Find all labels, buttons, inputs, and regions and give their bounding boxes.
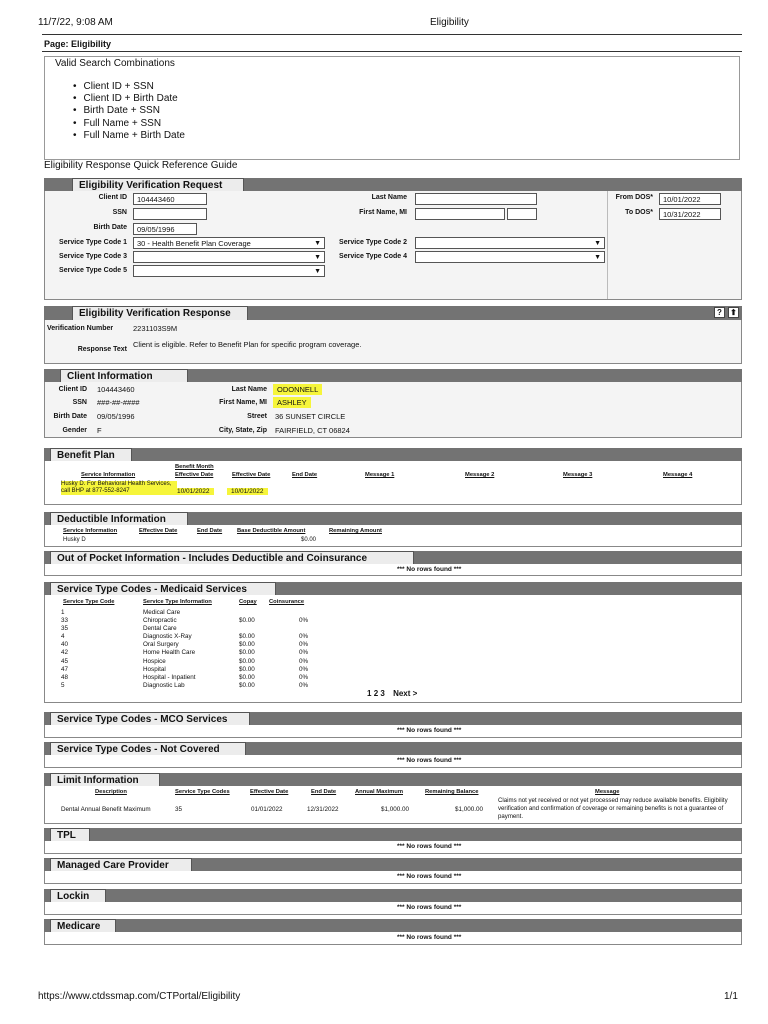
limit-remaining: $1,000.00 xyxy=(455,806,484,813)
stc5-label: Service Type Code 5 xyxy=(59,267,127,274)
mco-panel xyxy=(44,725,742,738)
to-dos-label: To DOS* xyxy=(625,209,653,216)
stc1-select[interactable]: 30 - Health Benefit Plan Coverage ▼ xyxy=(133,237,325,249)
limit-message: Claims not yet received or not yet processed may reduce available benefits. Eligibility verification and confirmation of coverage or remaining benefits is not a guarantee of payment. xyxy=(498,797,728,820)
mcp-panel xyxy=(44,871,742,884)
col-header: Remaining Amount xyxy=(329,528,382,534)
page-link[interactable]: 1 xyxy=(367,689,372,698)
table-cell: $0.00 xyxy=(239,617,255,625)
col-header: Message 4 xyxy=(663,472,693,478)
divider xyxy=(607,191,608,299)
verification-number: 2231103S9M xyxy=(133,324,178,333)
birth-date: 09/05/1996 xyxy=(97,412,135,421)
col-header: Service Information xyxy=(81,472,136,478)
table-cell: 47 xyxy=(61,665,69,673)
birth-date-label: Birth Date xyxy=(53,413,87,420)
no-rows: *** No rows found *** xyxy=(397,727,462,734)
deductible-title: Deductible Information xyxy=(50,512,188,525)
table-cell: 35 xyxy=(61,625,69,633)
benefit-title: Benefit Plan xyxy=(50,448,132,461)
list-item: • Full Name + Birth Date xyxy=(73,130,185,142)
medicare-header xyxy=(44,919,742,932)
mco-title: Service Type Codes - MCO Services xyxy=(50,712,250,725)
deductible-base: $0.00 xyxy=(301,537,317,543)
divider xyxy=(42,34,742,35)
mcp-title: Managed Care Provider xyxy=(50,858,192,871)
table-cell xyxy=(239,625,279,633)
last-name-label: Last Name xyxy=(231,386,267,393)
col-header: End Date xyxy=(292,472,318,478)
response-text-label: Response Text xyxy=(77,346,127,353)
col-header: Service Type Code xyxy=(63,599,115,605)
col-header: Benefit Month Effective Date xyxy=(175,464,214,478)
table-cell: 0% xyxy=(299,657,309,665)
code-column xyxy=(61,609,121,690)
search-combinations-legend: Valid Search Combinations xyxy=(52,58,178,69)
verification-number-label: Verification Number xyxy=(47,325,114,332)
stc3-select[interactable] xyxy=(133,251,325,263)
first-name-label: First Name, MI xyxy=(359,209,407,216)
col-header: Description xyxy=(95,789,127,795)
col-header: Effective Date xyxy=(250,789,289,795)
print-datetime: 11/7/22, 9:08 AM xyxy=(38,17,113,28)
limit-stc: 35 xyxy=(175,806,183,813)
client-id-label: Client ID xyxy=(98,194,127,201)
footer-page: 1/1 xyxy=(724,991,738,1002)
ssn-input[interactable] xyxy=(133,208,207,220)
no-rows: *** No rows found *** xyxy=(397,843,462,850)
benefit-panel xyxy=(44,461,742,505)
medicaid-title: Service Type Codes - Medicaid Services xyxy=(50,582,276,595)
table-cell: 48 xyxy=(61,673,69,681)
response-title: Eligibility Verification Response xyxy=(72,306,248,320)
table-cell xyxy=(239,609,279,617)
medicare-panel xyxy=(44,932,742,945)
stc5-select[interactable] xyxy=(133,265,325,277)
col-header: Message 1 xyxy=(365,472,395,478)
last-name-input[interactable] xyxy=(415,193,537,205)
col-header: Effective Date xyxy=(139,528,178,534)
table-cell: 0% xyxy=(299,665,309,673)
city-label: City, State, Zip xyxy=(218,427,267,434)
table-cell: 4 xyxy=(61,633,65,641)
deductible-service: Husky D xyxy=(63,537,86,543)
gender: F xyxy=(97,426,102,435)
table-cell: $0.00 xyxy=(239,657,255,665)
oop-header xyxy=(44,551,742,564)
search-combinations-list xyxy=(73,81,185,142)
col-header: End Date xyxy=(311,789,337,795)
table-cell: Hospital xyxy=(143,665,166,673)
stc4-label: Service Type Code 4 xyxy=(339,253,407,260)
to-dos-input[interactable]: 10/31/2022 xyxy=(659,208,721,220)
client-panel xyxy=(44,382,742,438)
table-cell xyxy=(299,625,329,633)
table-cell: 0% xyxy=(299,641,309,649)
no-rows: *** No rows found *** xyxy=(397,934,462,941)
deductible-panel xyxy=(44,525,742,547)
table-cell: 1 xyxy=(61,609,65,616)
last-name: ODONNELL xyxy=(273,384,322,395)
response-panel xyxy=(44,320,742,364)
stc2-select[interactable] xyxy=(415,237,605,249)
table-cell: 0% xyxy=(299,617,309,625)
col-header: Effective Date xyxy=(232,472,271,478)
notcovered-header xyxy=(44,742,742,755)
table-cell: Chiropractic xyxy=(143,617,177,625)
first-name-input[interactable] xyxy=(415,208,505,220)
oop-title: Out of Pocket Information - Includes Deductible and Coinsurance xyxy=(50,551,414,564)
city: FAIRFIELD, CT 06824 xyxy=(275,426,350,435)
table-cell: Home Health Care xyxy=(143,649,196,657)
col-header: Annual Maximum xyxy=(355,789,403,795)
search-combinations-box xyxy=(44,56,740,160)
stc4-select[interactable] xyxy=(415,251,605,263)
mco-header xyxy=(44,712,742,725)
page-label: Page: Eligibility xyxy=(44,39,112,49)
table-cell: 0% xyxy=(299,649,309,657)
table-cell: 40 xyxy=(61,641,69,649)
lockin-panel xyxy=(44,902,742,915)
table-cell: 45 xyxy=(61,657,69,665)
oop-panel xyxy=(44,564,742,576)
street: 36 SUNSET CIRCLE xyxy=(275,412,346,421)
request-header xyxy=(44,178,742,191)
table-cell: $0.00 xyxy=(239,641,255,649)
col-header: End Date xyxy=(197,528,223,534)
limit-description: Dental Annual Benefit Maximum xyxy=(61,806,151,813)
col-header: Service Information xyxy=(63,528,118,534)
info-column xyxy=(143,609,243,690)
page-link[interactable]: 2 xyxy=(373,689,379,698)
ssn-label: SSN xyxy=(112,209,127,216)
col-header: Copay xyxy=(239,599,257,605)
table-cell: 33 xyxy=(61,617,69,625)
help-icon[interactable]: ? xyxy=(714,307,725,318)
table-cell: Oral Surgery xyxy=(143,641,179,649)
col-header: Message 2 xyxy=(465,472,495,478)
ssn: ###-##-#### xyxy=(97,398,140,407)
table-cell: $0.00 xyxy=(239,649,255,657)
request-title: Eligibility Verification Request xyxy=(72,178,244,191)
street-label: Street xyxy=(247,413,267,420)
copay-column xyxy=(239,609,279,690)
page-link[interactable]: 3 xyxy=(380,689,385,698)
table-cell: Dental Care xyxy=(143,625,177,633)
table-cell: $0.00 xyxy=(239,633,255,641)
benefit-month-effective: 10/01/2022 xyxy=(173,488,214,495)
limit-end: 12/31/2022 xyxy=(307,806,339,813)
client-header xyxy=(44,369,742,382)
next-page-link[interactable]: Next > xyxy=(393,689,418,698)
table-cell: 0% xyxy=(299,633,309,641)
list-item: • Birth Date + SSN xyxy=(73,105,185,117)
from-dos-label: From DOS* xyxy=(615,194,653,201)
deductible-header xyxy=(44,512,742,525)
print-title: Eligibility xyxy=(430,17,469,28)
col-header: Service Type Codes xyxy=(175,789,230,795)
from-dos-input[interactable]: 10/01/2022 xyxy=(659,193,721,205)
footer-url: https://www.ctdssmap.com/CTPortal/Eligibility xyxy=(38,991,241,1002)
ssn-label: SSN xyxy=(72,399,87,406)
medicare-title: Medicare xyxy=(50,919,116,932)
table-cell: Diagnostic Lab xyxy=(143,681,185,689)
response-header xyxy=(44,306,742,320)
benefit-header xyxy=(44,448,742,461)
client-title: Client Information xyxy=(60,369,188,382)
table-cell: 42 xyxy=(61,649,69,657)
stc3-label: Service Type Code 3 xyxy=(59,253,127,260)
request-panel xyxy=(44,191,742,300)
no-rows: *** No rows found *** xyxy=(397,757,462,764)
notcovered-title: Service Type Codes - Not Covered xyxy=(50,742,246,755)
tpl-header xyxy=(44,828,742,841)
col-header: Base Deductible Amount xyxy=(237,528,306,534)
limit-panel xyxy=(44,786,742,824)
limit-effective: 01/01/2022 xyxy=(251,806,283,813)
table-cell: $0.00 xyxy=(239,681,255,689)
limit-annual-max: $1,000.00 xyxy=(381,806,410,813)
notcovered-panel xyxy=(44,755,742,768)
stc1-label: Service Type Code 1 xyxy=(59,239,127,246)
no-rows: *** No rows found *** xyxy=(397,904,462,911)
table-cell: Hospital - Inpatient xyxy=(143,673,196,681)
response-text: Client is eligible. Refer to Benefit Plan for specific program coverage. xyxy=(133,340,362,349)
list-item: • Client ID + Birth Date xyxy=(73,93,185,105)
last-name-label: Last Name xyxy=(371,194,407,201)
benefit-effective: 10/01/2022 xyxy=(227,488,268,495)
table-cell: Hospice xyxy=(143,657,166,665)
col-header: Message xyxy=(595,789,620,795)
first-name-label: First Name, MI xyxy=(219,399,267,406)
tpl-panel xyxy=(44,841,742,854)
table-cell: $0.00 xyxy=(239,673,255,681)
table-cell: 0% xyxy=(299,673,309,681)
mcp-header xyxy=(44,858,742,871)
pagination xyxy=(367,689,417,698)
table-cell: 5 xyxy=(61,681,65,689)
birth-date-input[interactable]: 09/05/1996 xyxy=(133,223,197,235)
birth-date-label: Birth Date xyxy=(93,224,127,231)
client-id-label: Client ID xyxy=(58,386,87,393)
no-rows: *** No rows found *** xyxy=(397,873,462,880)
client-id-input[interactable]: 104443460 xyxy=(133,193,207,205)
table-cell: Diagnostic X-Ray xyxy=(143,633,192,641)
limit-header xyxy=(44,773,742,786)
table-cell: 0% xyxy=(299,681,309,689)
coinsurance-column xyxy=(299,609,329,690)
col-header: Message 3 xyxy=(563,472,593,478)
limit-title: Limit Information xyxy=(50,773,160,786)
list-item: • Full Name + SSN xyxy=(73,118,185,130)
list-item: • Client ID + SSN xyxy=(73,81,185,93)
stc2-label: Service Type Code 2 xyxy=(339,239,407,246)
client-id: 104443460 xyxy=(97,385,135,394)
medicaid-panel xyxy=(44,595,742,703)
first-name: ASHLEY xyxy=(273,397,311,408)
col-header: Remaining Balance xyxy=(425,789,479,795)
col-header: Service Type Information xyxy=(143,599,212,605)
gender-label: Gender xyxy=(62,427,87,434)
table-cell: $0.00 xyxy=(239,665,255,673)
divider xyxy=(42,51,742,52)
table-cell: Medical Care xyxy=(143,609,181,616)
mi-input[interactable] xyxy=(507,208,537,220)
table-cell xyxy=(299,609,329,617)
benefit-service: Husky D. For Behavioral Health Services, call BHP at 877-552-8247 xyxy=(61,481,177,495)
quick-reference-link[interactable]: Eligibility Response Quick Reference Guide xyxy=(44,160,238,171)
col-header: Coinsurance xyxy=(269,599,305,605)
medicaid-header xyxy=(44,582,742,595)
no-rows: *** No rows found *** xyxy=(397,566,462,573)
collapse-icon[interactable]: ⬆ xyxy=(728,307,739,318)
lockin-header xyxy=(44,889,742,902)
tpl-title: TPL xyxy=(50,828,90,841)
lockin-title: Lockin xyxy=(50,889,106,902)
